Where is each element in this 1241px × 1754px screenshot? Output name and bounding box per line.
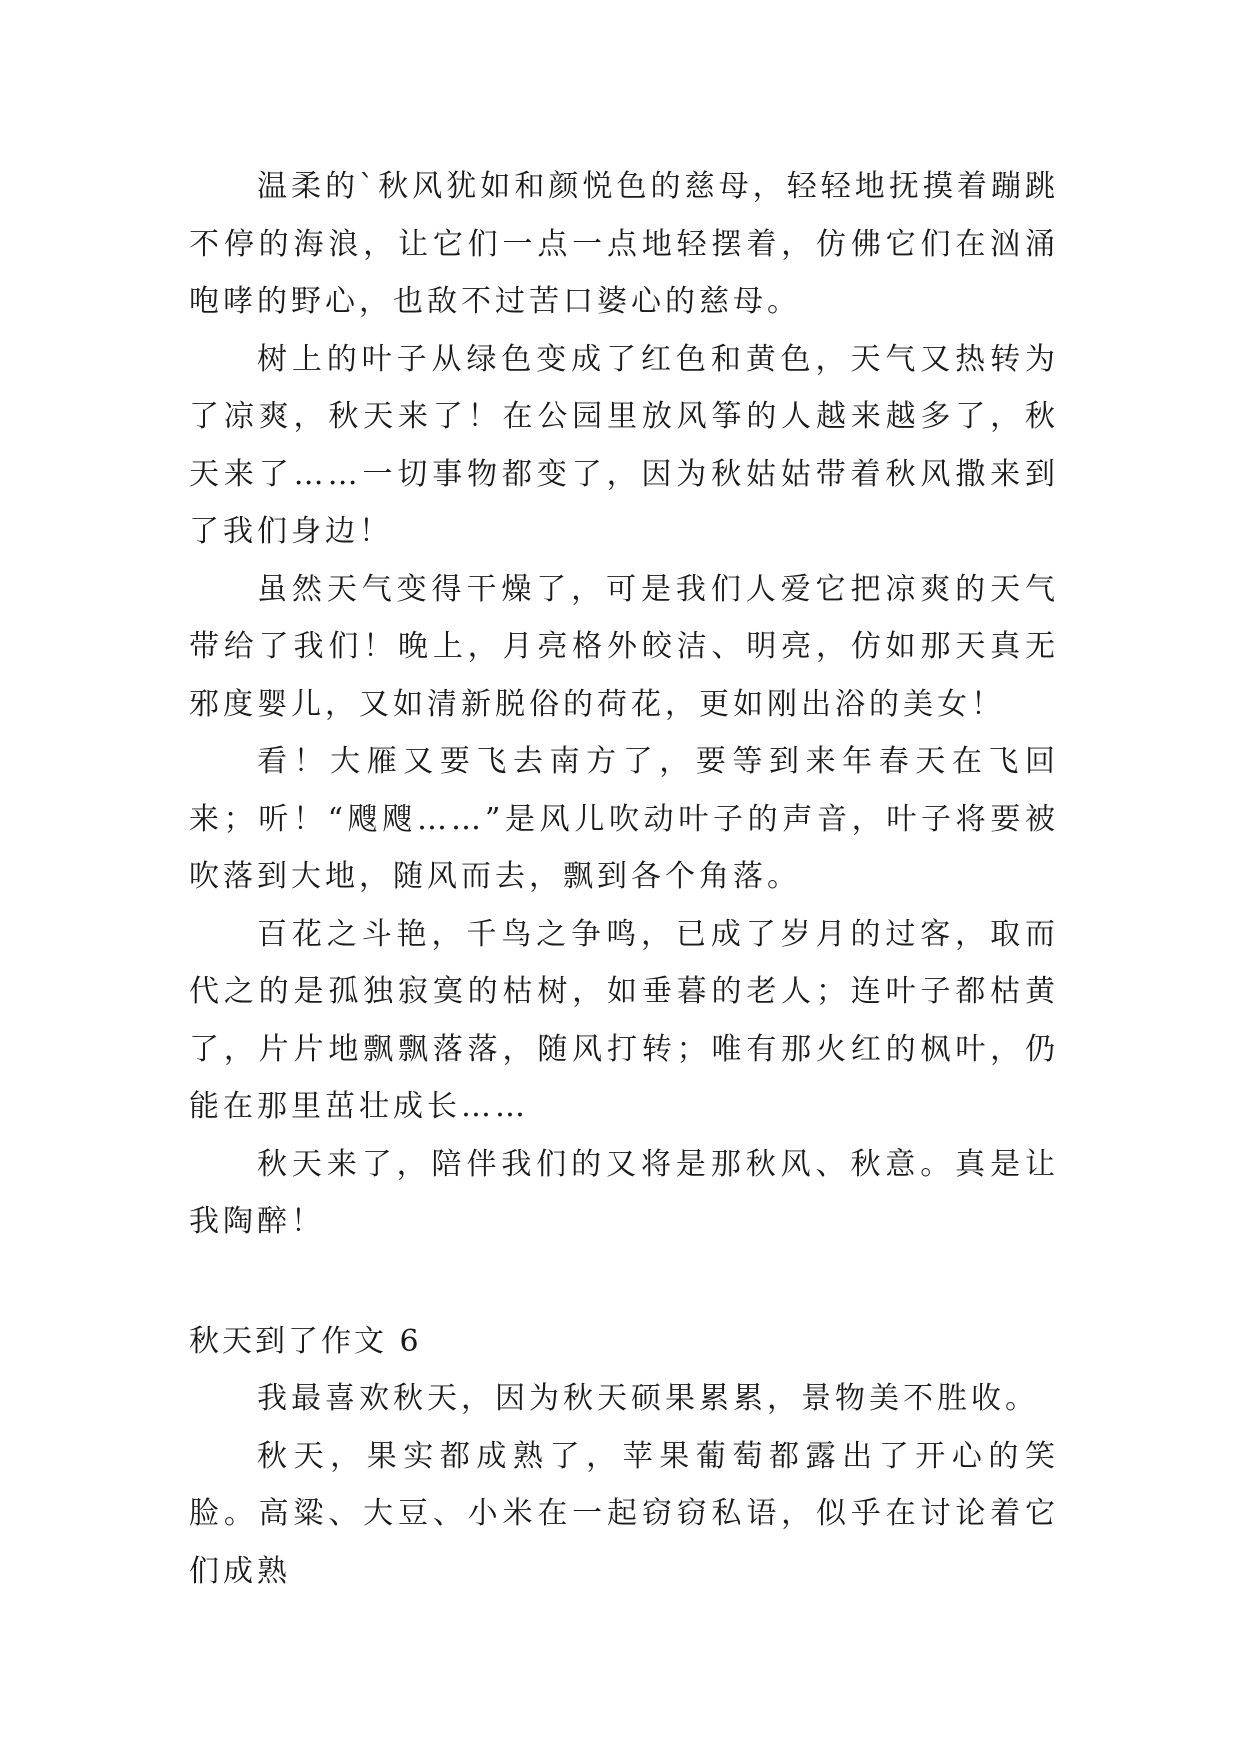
paragraph-favorite-autumn: 我最喜欢秋天，因为秋天硕果累累，景物美不胜收。 <box>257 1381 1039 1416</box>
paragraph-wild-geese: 看！大雁又要飞去南方了，要等到来年春天在飞回来；听！“飕飕……”是风儿吹动叶子的声音，叶子将要被吹落到大地，随风而去，飘到各个角落。 <box>189 744 1059 894</box>
document-body <box>189 158 1059 1600</box>
paragraph-leaves-change: 树上的叶子从绿色变成了红色和黄色，天气又热转为了凉爽，秋天来了！在公园里放风筝的人越来越多了，秋天来了……一切事物都变了，因为秋姑姑带着秋风撒来到了我们身边！ <box>189 341 1059 549</box>
paragraph-autumn-wind: 温柔的`秋风犹如和颜悦色的慈母，轻轻地抚摸着蹦跳不停的海浪，让它们一点一点地轻摆着，仿佛它们在汹涌咆哮的野心，也敌不过苦口婆心的慈母。 <box>189 169 1059 319</box>
section-title: 秋天到了作文 6 <box>189 1323 422 1359</box>
paragraph-dry-weather: 虽然天气变得干燥了，可是我们人爱它把凉爽的天气带给了我们！晚上，月亮格外皎洁、明亮，仿如那天真无邪度婴儿，又如清新脱俗的荷花，更如刚出浴的美女！ <box>189 571 1059 722</box>
paragraph-autumn-arrived: 秋天来了，陪伴我们的又将是那秋风、秋意。真是让我陶醉！ <box>189 1146 1059 1239</box>
paragraph-ripe-fruits: 秋天，果实都成熟了，苹果葡萄都露出了开心的笑脸。高粱、大豆、小米在一起窃窃私语，似乎在讨论着它们成熟 <box>189 1438 1059 1589</box>
paragraph-withered-trees: 百花之斗艳，千鸟之争鸣，已成了岁月的过客，取而代之的是孤独寂寞的枯树，如垂暮的老人；连叶子都枯黄了，片片地飘飘落落，随风打转；唯有那火红的枫叶，仍能在那里茁壮成长…… <box>189 916 1059 1124</box>
